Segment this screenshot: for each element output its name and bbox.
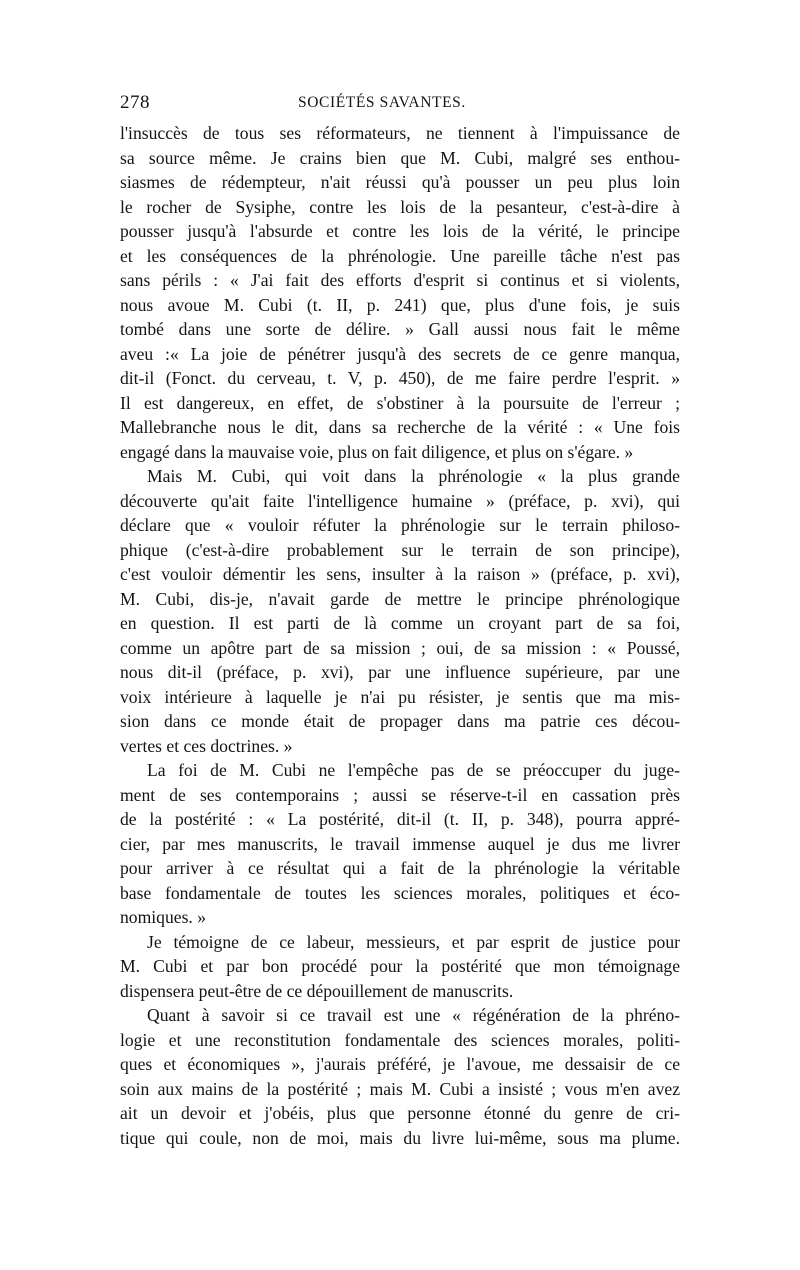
body-text — [120, 121, 680, 1150]
text-line: voix intérieure à laquelle je n'ai pu résister, je sentis que ma mis- — [120, 686, 680, 707]
text-line: sion dans ce monde était de propager dans ma patrie ces décou- — [120, 711, 680, 731]
running-head — [120, 92, 680, 116]
text-line: logie et une reconstitution fondamentale des sciences morales, politi- — [120, 1029, 680, 1050]
text-line: Mais M. Cubi, qui voit dans la phrénologie « la plus grande — [147, 466, 680, 486]
text-line: c'est vouloir démentir les sens, insulter à la raison » (préface, p. xvi), — [120, 564, 680, 584]
text-line: ques et économiques », j'aurais préféré, je l'avoue, me dessaisir de ce — [120, 1054, 680, 1074]
text-line: ait un devoir et j'obéis, plus que personne étonné du genre de cri- — [120, 1103, 680, 1123]
text-line: comme un apôtre part de sa mission ; oui, de sa mission : « Poussé, — [120, 637, 680, 658]
text-line: dit-il (Fonct. du cerveau, t. V, p. 450), de me faire perdre l'esprit. » — [120, 368, 680, 388]
text-line: de la postérité : « La postérité, dit-il (t. II, p. 348), pourra appré- — [120, 809, 680, 829]
text-line: déclare que « vouloir réfuter la phrénologie sur le terrain philoso- — [120, 515, 680, 535]
text-line: pousser jusqu'à l'absurde et contre les lois de la vérité, le principe — [120, 221, 680, 241]
text-line: et les conséquences de la phrénologie. Une pareille tâche n'est pas — [120, 245, 680, 266]
text-line: phique (c'est-à-dire probablement sur le terrain de son principe), — [120, 539, 680, 560]
text-line: Je témoigne de ce labeur, messieurs, et par esprit de justice pour — [147, 931, 680, 952]
text-line: siasmes de rédempteur, n'ait réussi qu'à pousser un peu plus loin — [120, 172, 680, 192]
text-line: Mallebranche nous le dit, dans sa recherche de la vérité : « Une fois — [120, 417, 680, 437]
text-line: tique qui coule, non de moi, mais du livre lui-même, sous ma plume. — [120, 1127, 680, 1148]
text-line: tombé dans une sorte de délire. » Gall aussi nous fait le même — [120, 319, 680, 339]
text-line: nomiques. » — [120, 907, 207, 927]
text-line: La foi de M. Cubi ne l'empêche pas de se préoccuper du juge- — [147, 760, 680, 780]
text-line: engagé dans la mauvaise voie, plus on fait diligence, et plus on s'égare. » — [120, 441, 634, 462]
running-title: SOCIÉTÉS SAVANTES. — [298, 94, 466, 111]
text-line: dispensera peut-être de ce dépouillement de manuscrits. — [120, 980, 514, 1001]
text-line: l'insuccès de tous ses réformateurs, ne tiennent à l'impuissance de — [120, 123, 680, 143]
text-line: sans périls : « J'ai fait des efforts d'esprit si continus et si violents, — [120, 270, 680, 290]
text-line: M. Cubi et par bon procédé pour la postérité que mon témoignage — [120, 956, 680, 976]
text-line: nous avoue M. Cubi (t. II, p. 241) que, plus d'une fois, je suis — [120, 294, 680, 315]
text-line: en question. Il est parti de là comme un croyant part de sa foi, — [120, 613, 680, 633]
text-line: le rocher de Sysiphe, contre les lois de la pesanteur, c'est-à-dire à — [120, 196, 680, 217]
text-line: sa source même. Je crains bien que M. Cubi, malgré ses enthou- — [120, 147, 680, 168]
text-line: nous dit-il (préface, p. xvi), par une influence supérieure, par une — [120, 662, 680, 682]
text-line: base fondamentale de toutes les sciences morales, politiques et éco- — [120, 882, 680, 903]
text-line: Il est dangereux, en effet, de s'obstiner à la poursuite de l'erreur ; — [120, 392, 680, 413]
text-line: M. Cubi, dis-je, n'avait garde de mettre le principe phrénologique — [120, 588, 680, 609]
text-line: ment de ses contemporains ; aussi se réserve-t-il en cassation près — [120, 784, 680, 805]
page-number: 278 — [120, 92, 150, 113]
text-line: vertes et ces doctrines. » — [120, 735, 293, 756]
text-line: aveu :« La joie de pénétrer jusqu'à des secrets de ce genre manqua, — [120, 343, 680, 364]
text-line: soin aux mains de la postérité ; mais M. Cubi a insisté ; vous m'en avez — [120, 1078, 680, 1099]
text-line: Quant à savoir si ce travail est une « régénération de la phréno- — [147, 1005, 680, 1025]
text-line: pour arriver à ce résultat qui a fait de la phrénologie la véritable — [120, 858, 680, 878]
text-line: cier, par mes manuscrits, le travail immense auquel je dus me livrer — [120, 833, 680, 854]
text-line: découverte qu'ait faite l'intelligence humaine » (préface, p. xvi), qui — [120, 490, 680, 511]
